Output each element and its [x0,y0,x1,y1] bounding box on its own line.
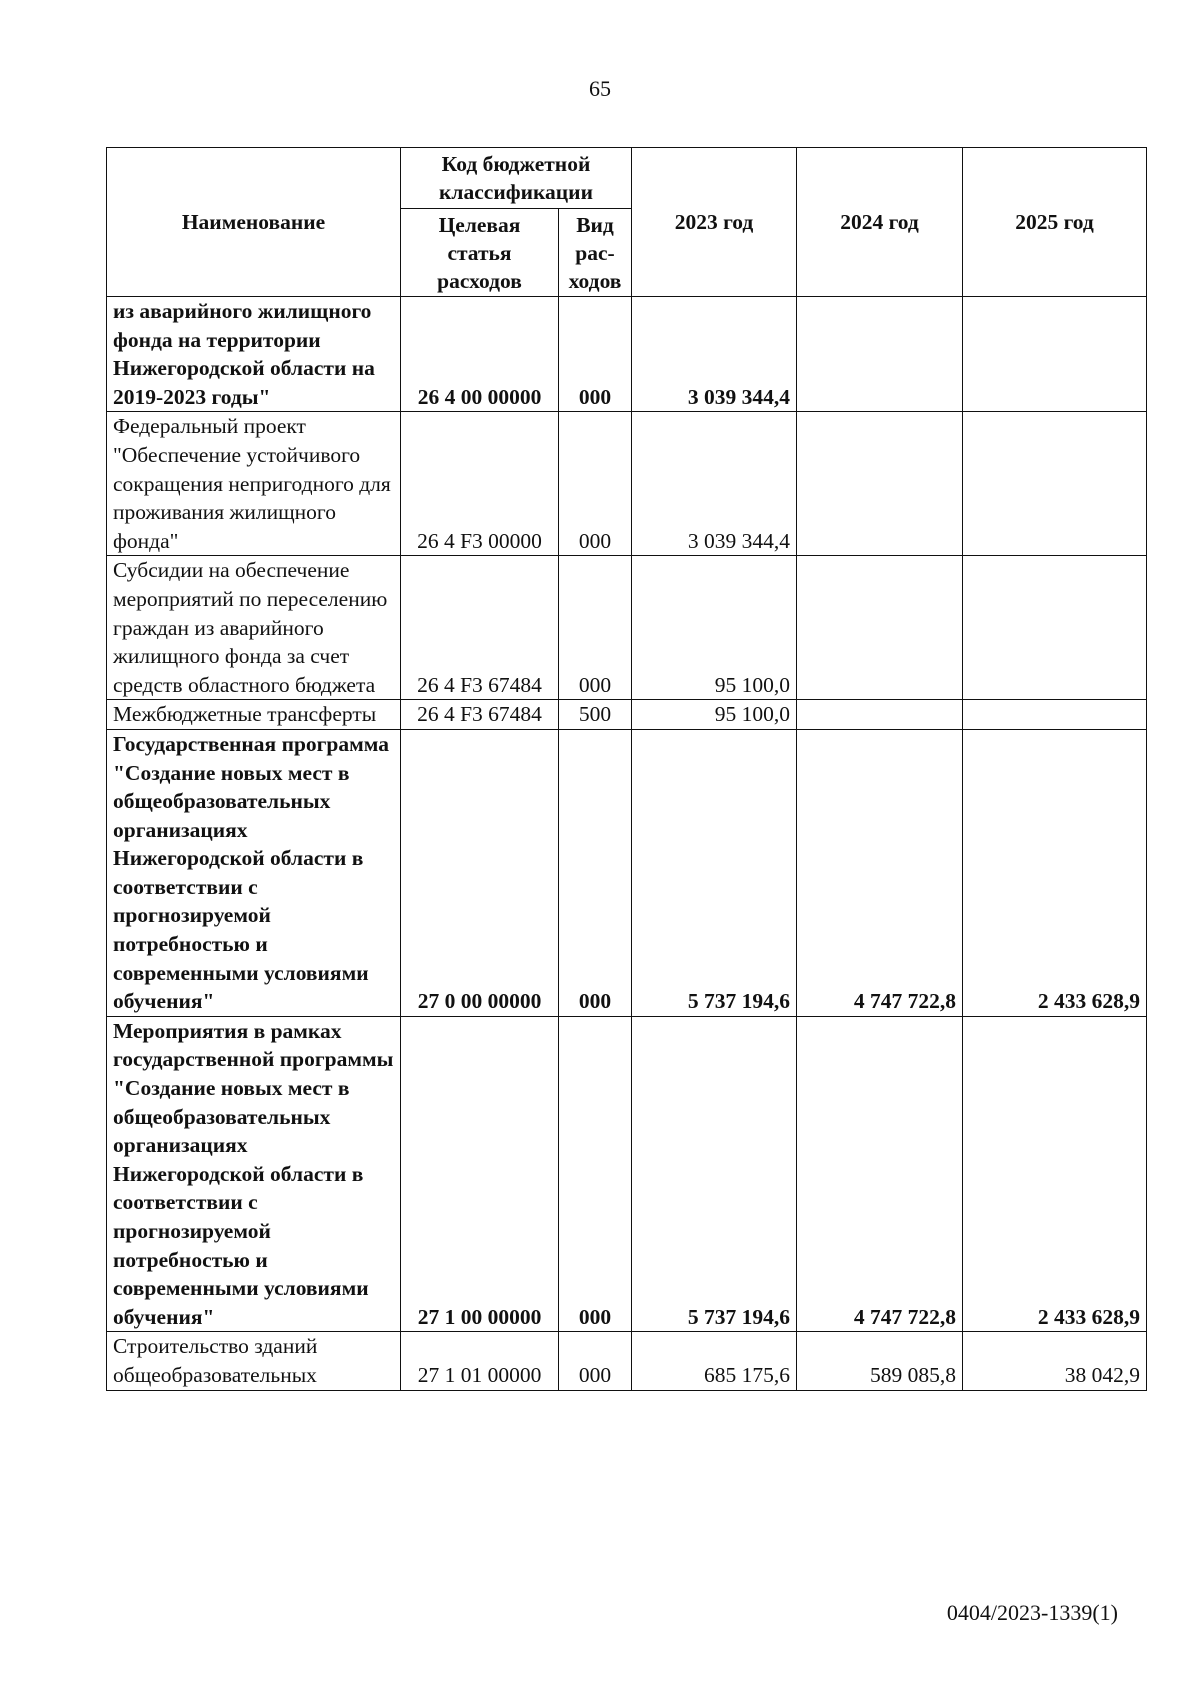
row-expense-kind: 000 [559,1016,632,1332]
row-target-code: 26 4 00 00000 [401,297,559,412]
header-code-group: Код бюджетной классификации [401,148,632,209]
row-value-2024: 589 085,8 [797,1332,963,1390]
header-2025: 2025 год [963,148,1147,297]
row-expense-kind: 000 [559,297,632,412]
row-expense-kind: 000 [559,556,632,700]
row-target-code: 27 0 00 00000 [401,729,559,1016]
row-value-2024: 4 747 722,8 [797,729,963,1016]
table-row [107,700,1147,730]
header-2024: 2024 год [797,148,963,297]
row-expense-kind: 000 [559,729,632,1016]
row-value-2025 [963,412,1147,556]
table-row [107,729,1147,1016]
row-target-code: 26 4 F3 67484 [401,556,559,700]
row-value-2025 [963,297,1147,412]
row-value-2025 [963,556,1147,700]
table-header [107,148,1147,297]
row-value-2023: 95 100,0 [632,700,797,730]
row-value-2023: 5 737 194,6 [632,1016,797,1332]
row-name: Межбюджетные трансферты [107,700,401,730]
table-row [107,1332,1147,1390]
header-kind: Вид рас-ходов [559,209,632,297]
row-target-code: 26 4 F3 67484 [401,700,559,730]
row-value-2025: 2 433 628,9 [963,1016,1147,1332]
row-name: Федеральный проект "Обеспечение устойчивого сокращения непригодного для проживания жилищного фонда" [107,412,401,556]
row-value-2023: 3 039 344,4 [632,412,797,556]
row-value-2023: 3 039 344,4 [632,297,797,412]
document-id: 0404/2023-1339(1) [946,1600,1118,1625]
row-value-2025: 38 042,9 [963,1332,1147,1390]
table-row [107,297,1147,412]
row-target-code: 27 1 00 00000 [401,1016,559,1332]
row-name: из аварийного жилищного фонда на территории Нижегородской области на 2019-2023 годы" [107,297,401,412]
header-name: Наименование [107,148,401,297]
row-name: Государственная программа "Создание новых мест в общеобразовательных организациях Нижегородской области в соответствии с прогнозируемой потребностью и современными условиями обучения" [107,729,401,1016]
row-target-code: 27 1 01 00000 [401,1332,559,1390]
table-body [107,297,1147,1391]
row-name: Мероприятия в рамках государственной программы "Создание новых мест в общеобразовательных организациях Нижегородской области в соответствии с прогнозируемой потребностью и современными условиями обучения" [107,1016,401,1332]
row-value-2023: 5 737 194,6 [632,729,797,1016]
row-expense-kind: 000 [559,412,632,556]
row-value-2025 [963,700,1147,730]
page-number: 65 [589,76,611,101]
row-value-2023: 685 175,6 [632,1332,797,1390]
row-expense-kind: 500 [559,700,632,730]
row-name: Субсидии на обеспечение мероприятий по переселению граждан из аварийного жилищного фонда за счет средств областного бюджета [107,556,401,700]
row-value-2024 [797,412,963,556]
row-value-2024 [797,556,963,700]
header-target: Целевая статья расходов [401,209,559,297]
row-value-2024: 4 747 722,8 [797,1016,963,1332]
table-row [107,556,1147,700]
budget-table [106,147,1147,1391]
row-value-2025: 2 433 628,9 [963,729,1147,1016]
table-row [107,1016,1147,1332]
row-value-2024 [797,297,963,412]
table-row [107,412,1147,556]
header-2023: 2023 год [632,148,797,297]
row-value-2023: 95 100,0 [632,556,797,700]
row-target-code: 26 4 F3 00000 [401,412,559,556]
row-value-2024 [797,700,963,730]
row-expense-kind: 000 [559,1332,632,1390]
row-name: Строительство зданий общеобразовательных [107,1332,401,1390]
